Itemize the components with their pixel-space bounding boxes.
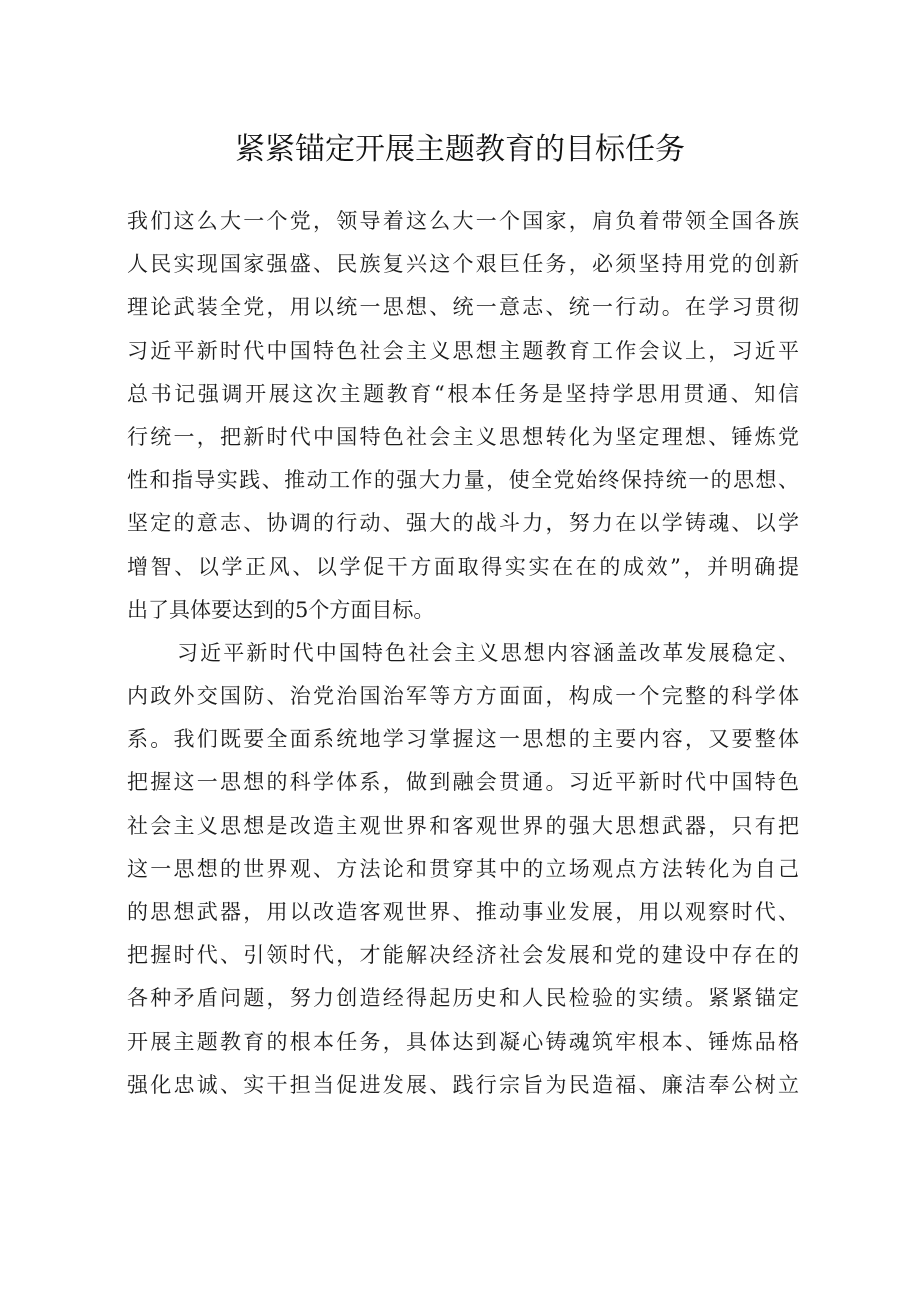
text-line: 的思想武器，用以改造客观世界、推动事业发展，用以观察时代、 bbox=[127, 900, 799, 924]
text-line: 各种矛盾问题，努力创造经得起历史和人民检验的实绩。紧紧锚定 bbox=[127, 986, 799, 1011]
text-line: 我们这么大一个党，领导着这么大一个国家，肩负着带领全国各族 bbox=[127, 209, 799, 233]
document-title: 紧紧锚定开展主题教育的目标任务 bbox=[235, 132, 685, 167]
text-line: 开展主题教育的根本任务，具体达到凝心铸魂筑牢根本、锤炼品格 bbox=[127, 1029, 799, 1054]
text-line: 理论武装全党，用以统一思想、统一意志、统一行动。在学习贯彻 bbox=[127, 295, 799, 320]
text-line: 总书记强调开展这次主题教育“根本任务是坚持学思用贯通、知信 bbox=[127, 381, 799, 406]
text-line: 增智、以学正风、以学促干方面取得实实在在的成效”，并明确提 bbox=[127, 554, 799, 579]
text-line: 把握这一思想的科学体系，做到融会贯通。习近平新时代中国特色 bbox=[127, 770, 799, 795]
text-line: 习近平新时代中国特色社会主义思想主题教育工作会议上，习近平 bbox=[127, 338, 799, 363]
text-line: 人民实现国家强盛、民族复兴这个艰巨任务，必须坚持用党的创新 bbox=[127, 252, 799, 277]
text-line: 强化忠诚、实干担当促进发展、践行宗旨为民造福、廉洁奉公树立 bbox=[127, 1072, 799, 1097]
text-line: 内政外交国防、治党治国治军等方方面面，构成一个完整的科学体 bbox=[127, 684, 799, 709]
text-line: 性和指导实践、推动工作的强大力量，使全党始终保持统一的思想、 bbox=[127, 468, 799, 493]
text-line: 习近平新时代中国特色社会主义思想内容涵盖改革发展稳定、 bbox=[177, 640, 799, 665]
document-body bbox=[127, 200, 799, 1107]
paragraph-1 bbox=[127, 200, 799, 632]
text-line: 把握时代、引领时代，才能解决经济社会发展和党的建设中存在的 bbox=[127, 943, 799, 968]
text-line: 出了具体要达到的5个方面目标。 bbox=[127, 597, 435, 622]
text-line: 系。我们既要全面系统地学习掌握这一思想的主要内容，又要整体 bbox=[127, 727, 799, 752]
text-line: 行统一，把新时代中国特色社会主义思想转化为坚定理想、锤炼党 bbox=[127, 424, 799, 449]
text-line: 社会主义思想是改造主观世界和客观世界的强大思想武器，只有把 bbox=[127, 813, 799, 838]
text-line: 坚定的意志、协调的行动、强大的战斗力，努力在以学铸魂、以学 bbox=[127, 511, 799, 536]
paragraph-2 bbox=[127, 632, 799, 1107]
text-line: 这一思想的世界观、方法论和贯穿其中的立场观点方法转化为自己 bbox=[127, 856, 799, 881]
